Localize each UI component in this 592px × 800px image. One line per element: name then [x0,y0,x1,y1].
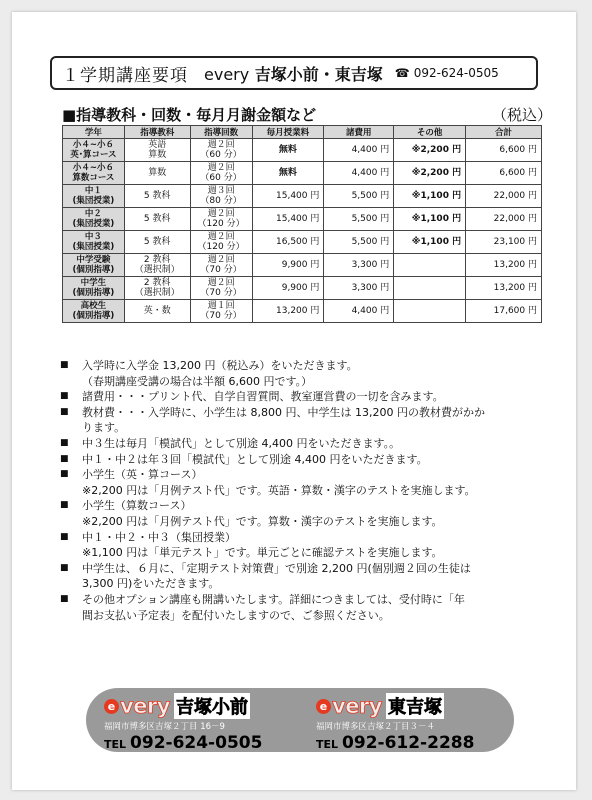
cell-subject-line: 2 教科 [143,278,171,288]
cell-other [394,208,466,231]
table-row [63,139,542,162]
header-subject: 指導教科 [124,126,190,139]
cell-total-line: 17,600 円 [493,306,537,316]
cell-total [466,254,542,277]
table-row [63,162,542,185]
cell-fees-line: 5,500 円 [351,237,390,247]
cell-count [190,254,252,277]
cell-fees [324,277,394,300]
cell-subject [124,185,190,208]
header-tuition: 毎月授業料 [252,126,324,139]
cell-other-line: ※2,200 円 [411,145,462,155]
cell-subject-line: 算数 [148,168,167,178]
cell-tuition-line: 9,900 円 [281,283,320,293]
cell-grade [63,300,125,323]
cell-grade-line: 中２ [84,209,102,219]
note-item [60,405,550,436]
cell-total [466,277,542,300]
tel-number: 092-612-2288 [342,733,475,753]
cell-count-line: 週２回 [207,278,235,288]
note-text [82,498,550,529]
cell-subject-line: （選択制） [134,265,180,275]
cell-count [190,277,252,300]
cell-subject [124,254,190,277]
note-line: 3,300 円)をいただきます。 [82,577,220,591]
fee-table [62,125,542,323]
cell-grade [63,231,125,254]
cell-total [466,162,542,185]
cell-grade [63,162,125,185]
cell-tuition-line: 16,500 円 [276,237,320,247]
note-text [82,436,550,452]
cell-fees [324,300,394,323]
footer-branch-right [316,694,474,753]
table-row [63,254,542,277]
cell-tuition-line: 15,400 円 [276,191,320,201]
cell-total-line: 13,200 円 [493,283,537,293]
cell-count-line: 週２回 [207,255,235,265]
branch-address: 福岡市博多区吉塚２丁目 16－9 [104,722,225,732]
cell-other [394,185,466,208]
cell-tuition-line: 無料 [278,145,297,155]
note-line: 間お支払い予定表」を配付いたしますので、ご参照ください。 [82,608,390,622]
cell-total [466,300,542,323]
cell-other [394,300,466,323]
cell-other-line: ※1,100 円 [411,214,462,224]
cell-other [394,231,466,254]
table-row [63,231,542,254]
title-box [50,56,538,90]
cell-total-line: 13,200 円 [493,260,537,270]
cell-count-line: （70 分） [200,265,242,275]
cell-grade-line: (集団授業) [72,219,115,229]
cell-tuition-line: 9,900 円 [281,260,320,270]
every-logo-text: very [120,694,170,718]
table-header-row [63,126,542,139]
cell-subject [124,208,190,231]
cell-count [190,162,252,185]
cell-tuition [252,231,324,254]
header-fees: 諸費用 [324,126,394,139]
footer-logo-right [316,694,474,718]
cell-subject-line: 2 教科 [143,255,171,265]
note-line: ※2,200 円は「月例テスト代」です。算数・漢字のテストを実施します。 [82,514,443,528]
cell-grade [63,139,125,162]
cell-grade-line: 算数コース [72,173,115,183]
cell-total [466,231,542,254]
branch-name: 吉塚小前 [174,693,250,719]
notes-list [60,358,550,623]
cell-total [466,139,542,162]
branch-address: 福岡市博多区吉塚２丁目３－４ [316,722,436,732]
note-line: その他オプション講座も開講いたします。詳細につきましては、受付時に「年 [82,592,465,606]
cell-count-line: （70 分） [200,311,242,321]
tel-label: TEL [316,738,339,751]
every-logo-icon: e [104,699,119,714]
header-grade: 学年 [63,126,125,139]
note-text [82,389,550,405]
cell-other-line: ※1,100 円 [411,237,462,247]
note-line: 教材費・・・入学時に、小学生は 8,800 円、中学生は 13,200 円の教材費がかか [82,405,485,419]
footer-banner [86,688,514,752]
note-text [82,530,550,561]
bullet-square-icon: ■ [60,453,69,464]
cell-grade-line: (集団授業) [72,242,115,252]
cell-subject [124,300,190,323]
note-line: ※1,100 円は「単元テスト」です。単元ごとに確認テストを実施します。 [82,546,443,560]
cell-count-line: （60 分） [200,173,242,183]
cell-grade-line: (集団授業) [72,196,115,206]
bullet-square-icon: ■ [60,531,69,542]
cell-fees-line: 4,400 円 [351,145,390,155]
school-name [204,62,383,85]
note-item [60,498,550,529]
tax-note: （税込） [491,106,552,124]
cell-count-line: 週２回 [207,140,235,150]
bullet-square-icon: ■ [60,406,69,417]
note-line: 中３生は毎月「模試代」として別途 4,400 円をいただきます。。 [82,436,401,450]
cell-other [394,139,466,162]
cell-grade-line: (個別指導) [72,265,115,275]
cell-other-line: ※2,200 円 [411,168,462,178]
cell-tuition [252,139,324,162]
note-text [82,561,550,592]
note-text [82,405,550,436]
cell-tuition-line: 13,200 円 [276,306,320,316]
cell-count-line: （80 分） [200,196,242,206]
note-line: ります。 [82,421,126,435]
note-line: （春期講座受講の場合は半額 6,600 円です。） [82,374,313,388]
note-text [82,592,550,623]
note-item [60,530,550,561]
cell-tuition [252,300,324,323]
note-line: ※2,200 円は「月例テスト代」です。英語・算数・漢字のテストを実施します。 [82,483,476,497]
cell-grade-line: 英･算コース [70,150,117,160]
branch-tel [104,733,262,753]
school-branches-label: 吉塚小前・東吉塚 [249,64,383,84]
tel-label: TEL [104,738,127,751]
note-item [60,436,550,452]
cell-tuition [252,162,324,185]
bullet-square-icon: ■ [60,360,69,370]
cell-tuition [252,277,324,300]
table-row [63,208,542,231]
cell-count-line: 週２回 [207,163,235,173]
header-count: 指導回数 [190,126,252,139]
telephone-icon: ☎ [394,66,410,80]
cell-total [466,208,542,231]
cell-fees-line: 4,400 円 [351,168,390,178]
note-item [60,389,550,405]
cell-grade [63,277,125,300]
tel-number: 092-624-0505 [130,733,263,753]
cell-grade-line: (個別指導) [72,288,115,298]
section-heading [62,104,550,125]
section-heading-text: ■指導教科・回数・毎月月謝金額など [62,106,317,124]
note-item [60,467,550,498]
cell-count-line: 週１回 [207,301,235,311]
cell-total-line: 22,000 円 [493,214,537,224]
cell-total-line: 22,000 円 [493,191,537,201]
note-text [82,358,550,389]
cell-tuition [252,208,324,231]
school-every-label: every [204,64,250,84]
note-line: 中学生は、６月に、「定期テスト対策費」で別途 2,200 円(個別週２回の生徒は [82,561,471,575]
cell-count-line: 週２回 [207,209,235,219]
branch-name: 東吉塚 [386,693,444,719]
every-logo-icon: e [316,699,331,714]
cell-other-line: ※1,100 円 [411,191,462,201]
cell-grade [63,208,125,231]
cell-subject-line: （選択制） [134,288,180,298]
bullet-square-icon: ■ [60,437,69,448]
note-line: 小学生（英・算コース） [82,468,203,482]
cell-other [394,162,466,185]
cell-fees-line: 5,500 円 [351,191,390,201]
cell-grade-line: 中３ [84,232,102,242]
cell-tuition-line: 15,400 円 [276,214,320,224]
cell-subject-line: 英語 [148,140,167,150]
cell-subject [124,162,190,185]
header-other: その他 [394,126,466,139]
cell-count [190,139,252,162]
note-item [60,452,550,468]
bullet-square-icon: ■ [60,391,69,402]
cell-count [190,185,252,208]
cell-subject-line: 5 教科 [143,191,171,201]
table-row [63,300,542,323]
cell-other [394,254,466,277]
note-line: 諸費用・・・プリント代、自学自習質問、教室運営費の一切を含みます。 [82,390,444,404]
every-logo-text: very [332,694,382,718]
cell-fees [324,139,394,162]
cell-subject-line: 算数 [148,150,167,160]
cell-subject-line: 英・数 [143,306,171,316]
cell-count-line: 週３回 [207,186,235,196]
cell-grade-line: 中学生 [80,278,107,288]
cell-total [466,185,542,208]
cell-total-line: 6,600 円 [499,168,537,178]
cell-fees-line: 4,400 円 [351,306,390,316]
bullet-square-icon: ■ [60,500,69,511]
branch-tel [316,733,474,753]
cell-count [190,300,252,323]
cell-grade-line: 高校生 [80,301,107,311]
note-item [60,592,550,623]
bullet-square-icon: ■ [60,469,69,480]
note-line: 入学時に入学金 13,200 円（税込み）をいただきます。 [82,359,358,372]
cell-fees [324,208,394,231]
note-text [82,467,550,498]
cell-grade-line: 中学受験 [76,255,111,265]
cell-count-line: 週２回 [207,232,235,242]
header-phone [395,66,499,80]
cell-count-line: （70 分） [200,288,242,298]
cell-grade-line: (個別指導) [72,311,115,321]
cell-grade [63,254,125,277]
note-line: 小学生（算数コース） [82,499,192,513]
bullet-square-icon: ■ [60,562,69,573]
cell-total-line: 6,600 円 [499,145,537,155]
cell-subject-line: 5 教科 [143,214,171,224]
note-item [60,358,550,389]
cell-count [190,208,252,231]
footer-logo-left [104,694,262,718]
cell-count [190,231,252,254]
note-item [60,561,550,592]
cell-count-line: （120 分） [197,219,245,229]
cell-count-line: （60 分） [200,150,242,160]
cell-fees [324,162,394,185]
cell-fees [324,254,394,277]
cell-tuition [252,185,324,208]
cell-subject [124,277,190,300]
bullet-square-icon: ■ [60,593,69,604]
note-text [82,452,550,468]
cell-subject [124,139,190,162]
cell-grade [63,185,125,208]
cell-grade-line: 小４~小６ [72,140,114,150]
note-line: 中１・中２・中３（集団授業） [82,530,236,544]
cell-fees [324,185,394,208]
cell-fees-line: 3,300 円 [351,283,390,293]
cell-grade-line: 小４~小６ [72,163,114,173]
note-line: 中１・中２は年３回「模試代」として別途 4,400 円をいただきます。 [82,452,428,466]
cell-grade-line: 中１ [84,186,102,196]
cell-other [394,277,466,300]
cell-fees [324,231,394,254]
cell-fees-line: 3,300 円 [351,260,390,270]
cell-subject [124,231,190,254]
table-row [63,185,542,208]
cell-subject-line: 5 教科 [143,237,171,247]
cell-fees-line: 5,500 円 [351,214,390,224]
cell-tuition-line: 無料 [278,168,297,178]
cell-tuition [252,254,324,277]
footer-branch-left [104,694,262,753]
page-title: １学期講座要項 [62,65,188,86]
table-row [63,277,542,300]
cell-total-line: 23,100 円 [493,237,537,247]
header-total: 合計 [466,126,542,139]
header-phone-number: 092-624-0505 [413,66,499,80]
cell-count-line: （120 分） [197,242,245,252]
